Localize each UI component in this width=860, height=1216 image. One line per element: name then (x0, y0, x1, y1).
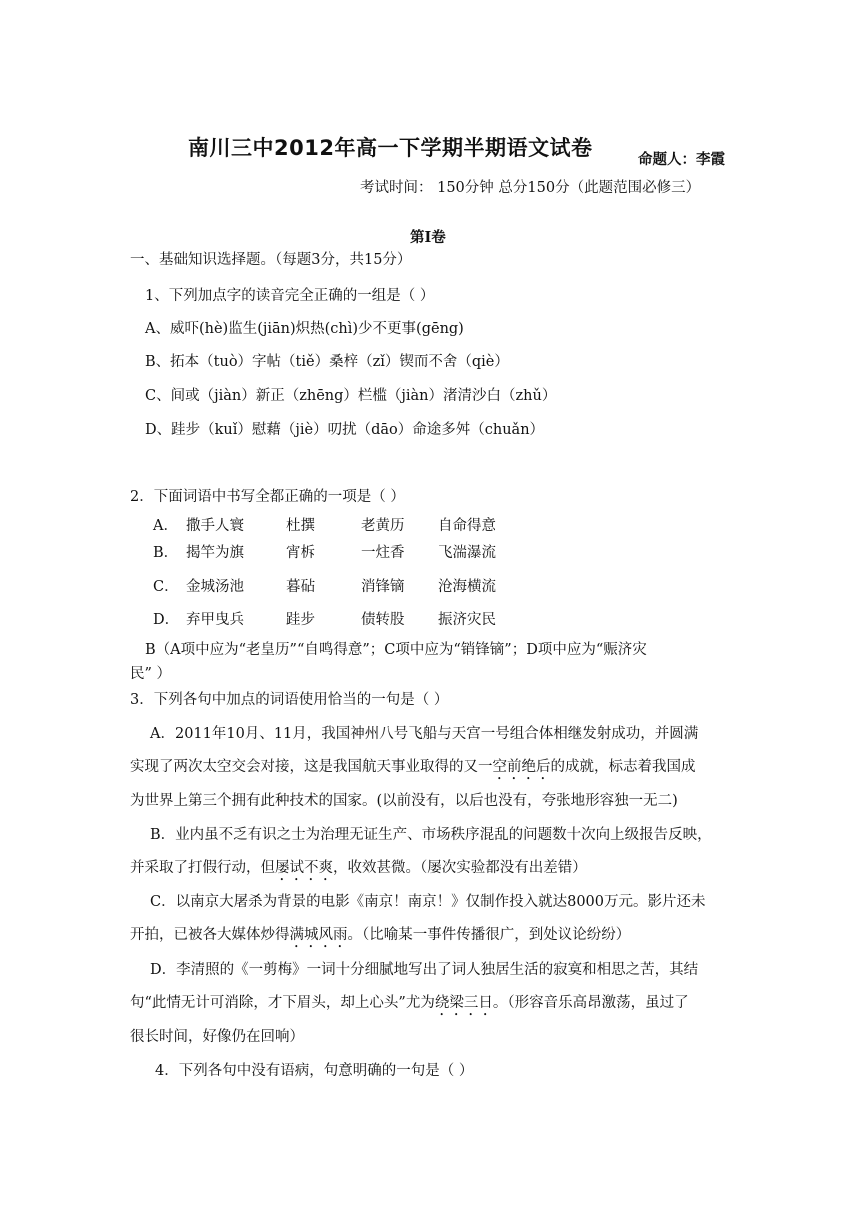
text-segment: 。（比喻某一事件传播很广，到处议论纷纷） (347, 927, 631, 943)
q3-option-d-line: D．李清照的《一剪梅》一词十分细腻地写出了词人独居生活的寂寞和相思之苦，其结 (150, 962, 699, 978)
q3-option-c-line (130, 925, 630, 951)
q3-option-c-line: C．以南京大屠杀为背景的电影《南京！南京！》仅制作投入就达8000万元。影片还未 (150, 894, 706, 910)
q2-word: 跬步 (286, 612, 315, 628)
text-segment: ，收效甚微。（屡次实验都没有出差错） (333, 860, 587, 876)
q2-stem: 2．下面词语中书写全都正确的一项是（ ） (130, 489, 405, 505)
q2-answer-line: B（A项中应为“老皇历”“自鸣得意”；C项中应为“销锋镝”；D项中应为“赈济灾 (145, 642, 647, 658)
q2-row (153, 610, 496, 630)
dotted-term: 空前绝后 (492, 759, 551, 775)
q2-word: 杜撰 (286, 518, 315, 534)
text-segment: 句“此情无计可消除，才下眉头，却上心头”尤为 (130, 995, 435, 1011)
q2-row (153, 543, 496, 563)
text-segment: 的成就，标志着我国成 (550, 759, 696, 775)
exam-title: 南川三中2012年高一下学期半期语文试卷 (188, 136, 593, 160)
q2-answer-line: 民” ） (130, 666, 172, 682)
text-segment: 开拍，已被各大媒体炒得 (130, 927, 290, 943)
q2-word: 宵柝 (286, 545, 315, 561)
q2-row-label: C． (153, 579, 179, 595)
q3-option-d-line: 很长时间，好像仍在回响） (130, 1029, 304, 1045)
text-segment: 并采取了打假行动，但 (130, 860, 275, 876)
q1-option-d: D、跬步（kuǐ）慰藉（jiè）叨扰（dāo）命途多舛（chuǎn） (145, 422, 545, 438)
q1-option-c: C、间或（jiàn）新正（zhēng）栏槛（jiàn）渚清沙白（zhǔ） (145, 388, 557, 404)
q1-option-a: A、威吓(hè)监生(jiān)炽热(chì)少不更事(gēng) (145, 321, 464, 337)
q2-row-label: B． (153, 545, 179, 561)
q2-word: 沧海横流 (438, 579, 496, 595)
q3-option-a-line: 为世界上第三个拥有此种技术的国家。(以前没有，以后也没有，夸张地形容独一无二) (130, 793, 678, 809)
q2-word: 自命得意 (438, 518, 496, 534)
section-heading: 第Ⅰ卷 (410, 229, 446, 246)
q2-word: 振济灾民 (438, 612, 496, 628)
q2-row-label: D． (153, 612, 180, 628)
q3-option-d-line (130, 993, 689, 1019)
exam-info: 考试时间： 150分钟 总分150分（此题范围必修三） (360, 180, 701, 196)
q2-word: 债转股 (361, 612, 405, 628)
q2-row (153, 577, 496, 597)
q3-option-b-line (130, 858, 587, 884)
author-line: 命题人：李霞 (638, 152, 725, 168)
part1-heading: 一、基础知识选择题。（每题3分，共15分） (130, 252, 412, 268)
q2-word: 弃甲曳兵 (186, 612, 244, 628)
q3-option-a-line: A．2011年10月、11月，我国神州八号飞船与天宫一号组合体相继发射成功，并圆满 (150, 726, 699, 742)
q2-row-label: A． (153, 518, 178, 534)
dotted-term: 绕梁三日 (434, 995, 493, 1011)
q2-word: 老黄历 (361, 518, 405, 534)
q1-option-b: B、拓本（tuò）字帖（tiě）桑梓（zǐ）锲而不舍（qiè） (145, 354, 509, 370)
q2-row (153, 516, 496, 536)
q3-stem: 3．下列各句中加点的词语使用恰当的一句是（ ） (130, 692, 449, 708)
q2-word: 揭竿为旗 (186, 545, 244, 561)
text-segment: 实现了两次太空交会对接，这是我国航天事业取得的又一 (130, 759, 493, 775)
q2-word: 消锋镝 (361, 579, 405, 595)
q2-word: 一炷香 (361, 545, 405, 561)
q3-option-b-line: B．业内虽不乏有识之士为治理无证生产、市场秩序混乱的问题数十次向上级报告反映， (150, 827, 712, 843)
dotted-term: 满城风雨 (289, 927, 348, 943)
text-segment: 。（形容音乐高昂激荡，虽过了 (492, 995, 689, 1011)
q2-word: 金城汤池 (186, 579, 244, 595)
q3-option-a-line (130, 757, 696, 783)
dotted-term: 屡试不爽 (275, 860, 333, 876)
q2-word: 撒手人寰 (186, 518, 244, 534)
q2-word: 飞湍瀑流 (438, 545, 496, 561)
q2-word: 暮砧 (286, 579, 315, 595)
q4-stem: 4．下列各句中没有语病，句意明确的一句是（ ） (155, 1063, 474, 1079)
q1-stem: 1、下列加点字的读音完全正确的一组是（ ） (145, 288, 435, 304)
